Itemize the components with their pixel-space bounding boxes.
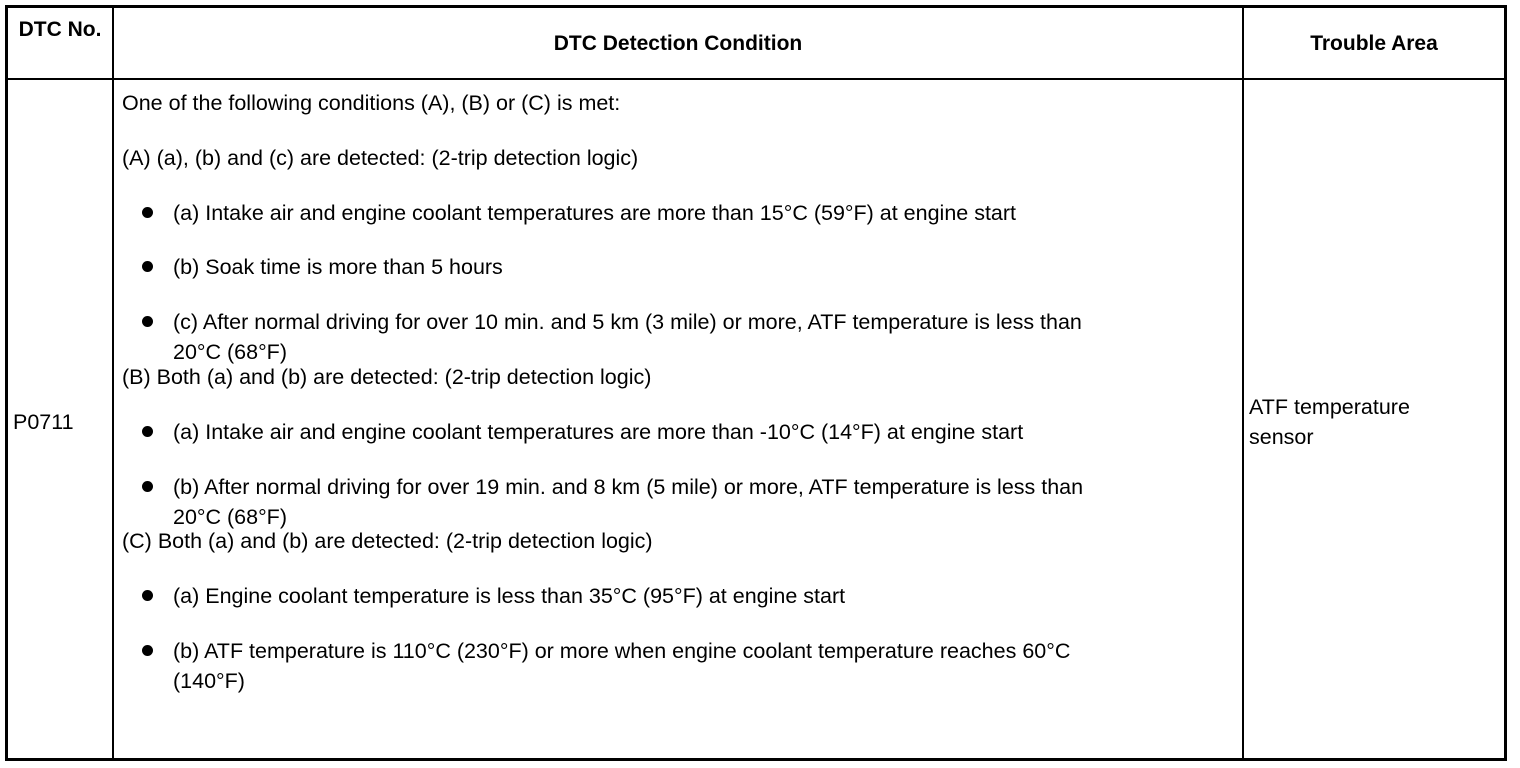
dtc-table <box>5 5 1507 761</box>
header-detection-condition: DTC Detection Condition <box>553 32 803 55</box>
header-dtc-no: DTC No. <box>18 18 102 41</box>
header-trouble-area: Trouble Area <box>1310 32 1438 55</box>
bullet-text-line: (c) After normal driving for over 10 min. and 5 km (3 mile) or more, ATF temperature is less than <box>173 310 1082 335</box>
condition-group-heading: (C) Both (a) and (b) are detected: (2-trip detection logic) <box>122 529 653 554</box>
condition-intro: One of the following conditions (A), (B) or (C) is met: <box>122 91 621 115</box>
bullet-text-line: (b) Soak time is more than 5 hours <box>173 255 503 280</box>
dtc-code: P0711 <box>13 410 74 434</box>
bullet-text-line: (b) After normal driving for over 19 min. and 8 km (5 mile) or more, ATF temperature is less than <box>173 474 1084 499</box>
bullet-text-line: (b) ATF temperature is 110°C (230°F) or more when engine coolant temperature reaches 60°C <box>173 639 1071 663</box>
bullet-icon <box>142 261 153 272</box>
column-divider-1 <box>112 8 114 758</box>
bullet-text-line: (a) Intake air and engine coolant temperatures are more than 15°C (59°F) at engine start <box>173 200 1017 225</box>
bullet-text-line: (140°F) <box>173 669 245 693</box>
bullet-icon <box>142 645 153 656</box>
bullet-text-line: 20°C (68°F) <box>173 504 287 529</box>
bullet-icon <box>142 207 153 218</box>
bullet-text-line: (a) Intake air and engine coolant temperatures are more than -10°C (14°F) at engine start <box>173 419 1024 444</box>
header-divider <box>8 78 1504 80</box>
bullet-icon <box>142 481 153 492</box>
bullet-icon <box>142 426 153 437</box>
bullet-icon <box>142 590 153 601</box>
column-divider-2 <box>1242 8 1244 758</box>
bullet-text-line: 20°C (68°F) <box>173 340 287 365</box>
condition-group-heading: (B) Both (a) and (b) are detected: (2-trip detection logic) <box>122 365 652 389</box>
bullet-text-line: (a) Engine coolant temperature is less than 35°C (95°F) at engine start <box>173 584 846 609</box>
bullet-icon <box>142 316 153 327</box>
condition-group-heading: (A) (a), (b) and (c) are detected: (2-trip detection logic) <box>122 145 639 170</box>
trouble-area-value: ATF temperature sensor <box>1249 395 1410 449</box>
